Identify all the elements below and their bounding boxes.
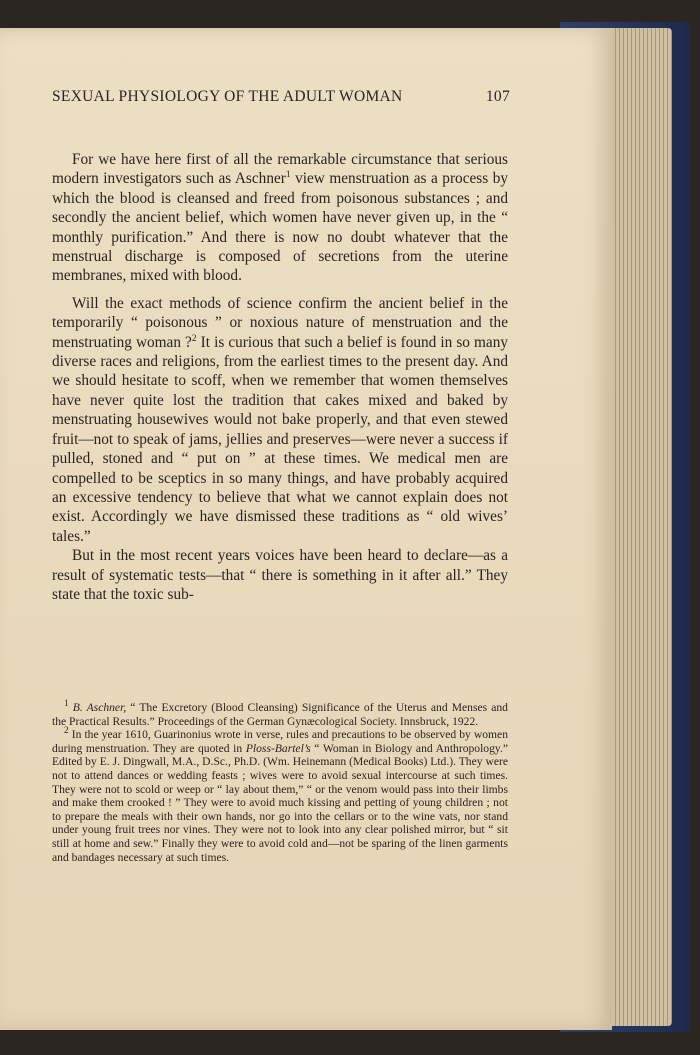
footnote-ref: 1 [285, 170, 291, 181]
paragraph-text: It is curious that such a belief is found in so many diverse races and religions, from the earliest times to the present day. And we should hesitate to scoff, when we remember that women themselves have never quite lost the tradition that cakes mixed and baked by menstruating housewives would not bake properly, and that even stewed fruit—not to speak of jams, jellies and preserves—were never a success if pulled, stoned and “ put on ” at these times. We medical men are compelled to be sceptics in so many things, and have probably acquired an excessive tendency to believe that what we cannot explain does not exist. Accordingly we have dismissed these traditions as “ old wives’ tales.” [52, 333, 508, 545]
paragraph [52, 150, 508, 286]
footnote-text: “ The Excretory (Blood Cleansing) Significance of the Uterus and Menses and the Practical Results.” Proceedings of the German Gynæcological Society. Innsbruck, 1922. [52, 701, 508, 728]
page-number: 107 [485, 88, 510, 105]
footnote-number: 2 [64, 726, 69, 737]
paragraph [52, 294, 508, 546]
footnote-ref: 2 [191, 333, 197, 344]
footnote-1 [52, 701, 508, 728]
footnote-italic: Ploss-Bartel’s [245, 741, 311, 755]
running-header [52, 88, 510, 106]
footnote-number: 1 [64, 699, 69, 710]
paragraph: But in the most recent years voices have been heard to declare—as a result of systematic tests—that “ there is something in it after all.” They state that the toxic sub- [52, 547, 508, 603]
footnotes [52, 701, 508, 864]
body-text [52, 150, 508, 604]
footnote-author: B. Aschner, [72, 701, 127, 714]
paragraph-text: For we have here first of all the remarkable circumstance that serious modern investigators such as Aschner [52, 151, 508, 188]
paragraph-text: view menstruation as a process by which the blood is cleansed and freed from poisonous substances ; and secondly the ancient belief, which women have never given up, in the “ monthly purification.” And there is now no doubt whatever that the menstrual discharge is composed of secretions from the uterine membranes, mixed with blood. [52, 170, 508, 285]
footnote-text: In the year 1610, Guarinonius wrote in verse, rules and precautions to be observed by women during menstruation. They are quoted in [52, 728, 508, 755]
footnote-text: “ Woman in Biology and Anthropology.” Edited by E. J. Dingwall, M.A., D.Sc., Ph.D. (Wm. Heinemann (Medical Books) Ltd.). They were not to attend dances or wedding feasts ; wives were to avoid sexual intercourse at such times. They were not to scold or weep or “ lay about them,” “ or the venom would pass into their limbs and make them crooked ! ” They were to avoid much kissing and petting of young children ; not to prepare the meals with their own hands, nor go into the cellars or to the wine vats, nor stand under young fruit trees nor vines. They were not to look into any clear polished mirror, but “ sit still at home and sew.” Finally they were to avoid cold and—not be sparing of the linen garments and bandages necessary at such times. [52, 741, 508, 864]
running-title: SEXUAL PHYSIOLOGY OF THE ADULT WOMAN [52, 88, 403, 105]
footnote-2 [52, 728, 508, 864]
paragraph-text: Will the exact methods of science confirm the ancient belief in the temporarily “ poisonous ” or noxious nature of menstruation and the menstruating woman ? [52, 294, 508, 351]
